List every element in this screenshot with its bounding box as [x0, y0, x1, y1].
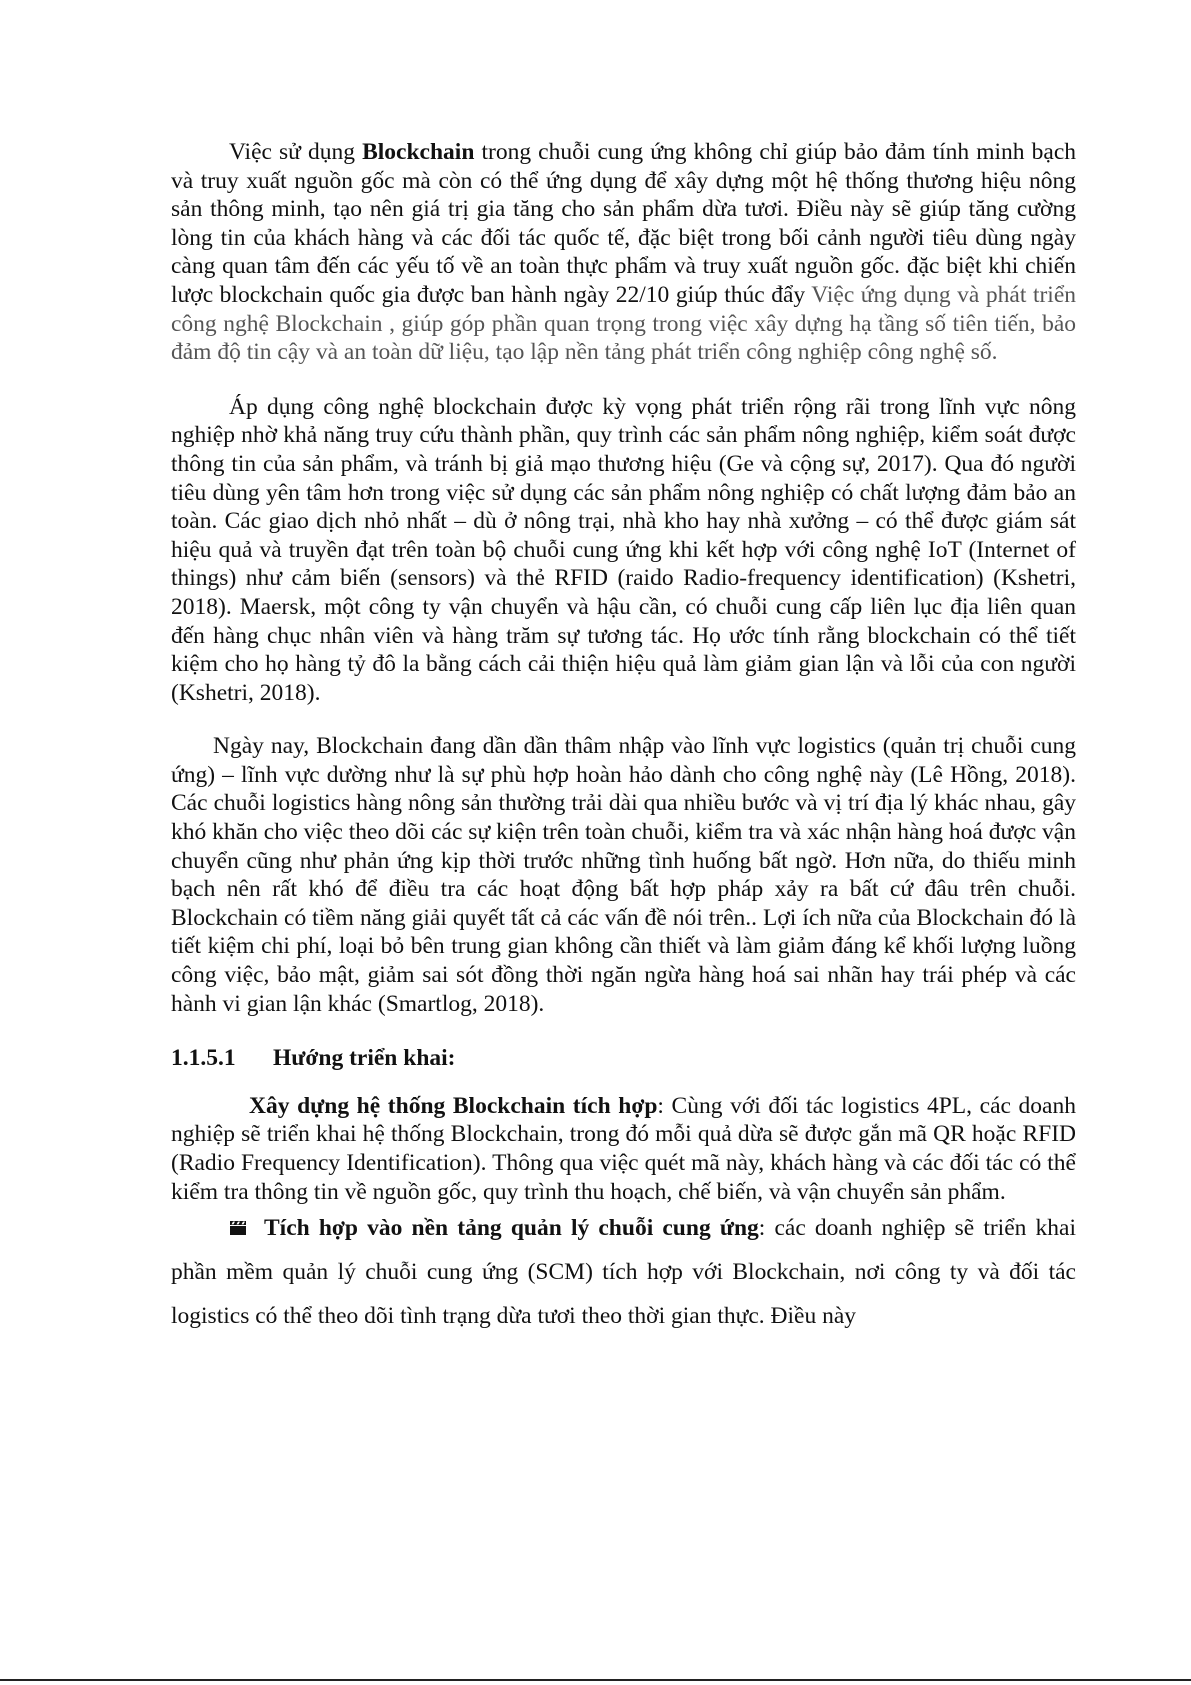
bold-term: Blockchain — [362, 139, 475, 165]
paragraph-blockchain-branding — [171, 138, 1076, 367]
section-heading — [171, 1044, 1076, 1073]
quoted-text: Việc ứng dụng và phát triển công nghệ Blockchain , giúp góp phần quan trọng trong việc xây dựng hạ tầng số tiên tiến, bảo đảm độ tin cậy và an toàn dữ liệu, tạo lập nền tảng phát triển công nghiệp công nghệ số. — [171, 281, 1077, 366]
paragraph-scm-integration — [171, 1206, 1076, 1338]
clapperboard-icon — [229, 1220, 247, 1236]
section-number: 1.1.5.1 — [171, 1045, 236, 1072]
bold-term: Xây dựng hệ thống Blockchain tích hợp — [249, 1092, 658, 1119]
bold-term: Tích hợp vào nền tảng quản lý chuỗi cung ứng — [264, 1215, 759, 1242]
paragraph-text: : Cùng với đối tác logistics 4PL, các doanh nghiệp sẽ triển khai hệ thống Blockchain, trong đó mỗi quả dừa sẽ được gắn mã QR hoặc RFID (Radio Frequency Identification). Thông qua việc quét mã này, khách hàng và các đối tác có thể kiểm tra thông tin về nguồn gốc, quy trình thu hoạch, chế biến, và vận chuyển sản phẩm. — [171, 1092, 1076, 1205]
paragraph-text: Việc sử dụng — [229, 139, 363, 165]
paragraph-text: trong chuỗi cung ứng không chỉ giúp bảo đảm tính minh bạch và truy xuất nguồn gốc mà còn có thể ứng dụng để xây dựng một hệ thống thương hiệu nông sản thông minh, tạo nên giá trị gia tăng cho sản phẩm dừa tươi. Điều này sẽ giúp tăng cường lòng tin của khách hàng và các đối tác quốc tế, đặc biệt trong bối cảnh người tiêu dùng ngày càng quan tâm đến các yếu tố về an toàn thực phẩm và truy xuất nguồn gốc. đặc biệt khi chiến lược blockchain quốc gia được ban hành ngày 22/10 giúp thúc đẩy — [171, 139, 1076, 308]
document-body — [171, 138, 1076, 1338]
paragraph-integrated-system — [171, 1092, 1076, 1206]
paragraph-agriculture: Áp dụng công nghệ blockchain được kỳ vọng phát triển rộng rãi trong lĩnh vực nông nghiệp nhờ khả năng truy cứu thành phần, quy trình các sản phẩm nông nghiệp, kiểm soát được thông tin của sản phẩm, và tránh bị giả mạo thương hiệu (Ge và cộng sự, 2017). Qua đó người tiêu dùng yên tâm hơn trong việc sử dụng các sản phẩm nông nghiệp có chất lượng đảm bảo an toàn. Các giao dịch nhỏ nhất – dù ở nông trại, nhà kho hay nhà xưởng – có thể được giám sát hiệu quả và truyền đạt trên toàn bộ chuỗi cung ứng khi kết hợp với công nghệ IoT (Internet of things) như cảm biến (sensors) và thẻ RFID (raido Radio-frequency identification) (Kshetri, 2018). Maersk, một công ty vận chuyển và hậu cần, có chuỗi cung cấp liên lục địa liên quan đến hàng chục nhân viên và hàng trăm sự tương tác. Họ ước tính rằng blockchain có thể tiết kiệm cho họ hàng tỷ đô la bằng cách cải thiện hiệu quả làm giảm gian lận và lỗi của con người (Kshetri, 2018). — [171, 393, 1076, 706]
paragraph-text: : các doanh nghiệp sẽ triển khai phần mềm quản lý chuỗi cung ứng (SCM) tích hợp với Blockchain, nơi công ty và đối tác logistics có thể theo dõi tình trạng dừa tươi theo thời gian thực. Điều này — [171, 1215, 1077, 1330]
bottom-divider — [0, 1679, 1191, 1681]
section-title: Hướng triển khai: — [273, 1045, 456, 1072]
paragraph-logistics: Ngày nay, Blockchain đang dần dần thâm nhập vào lĩnh vực logistics (quản trị chuỗi cung ứng) – lĩnh vực dường như là sự phù hợp hoàn hảo dành cho công nghệ này (Lê Hồng, 2018). Các chuỗi logistics hàng nông sản thường trải dài qua nhiều bước và vị trí địa lý khác nhau, gây khó khăn cho việc theo dõi các sự kiện trên toàn chuỗi, kiểm tra và xác nhận hàng hoá được vận chuyển cũng như phản ứng kịp thời trước những tình huống bất ngờ. Hơn nữa, do thiếu minh bạch nên rất khó để điều tra các hoạt động bất hợp pháp xảy ra bất cứ đâu trên chuỗi. Blockchain có tiềm năng giải quyết tất cả các vấn đề nói trên.. Lợi ích nữa của Blockchain đó là tiết kiệm chi phí, loại bỏ bên trung gian không cần thiết và làm giảm đáng kể khối lượng luồng công việc, bảo mật, giảm sai sót đồng thời ngăn ngừa hàng hoá sai nhãn hay trái phép và các hành vi gian lận khác (Smartlog, 2018). — [171, 733, 1076, 1017]
